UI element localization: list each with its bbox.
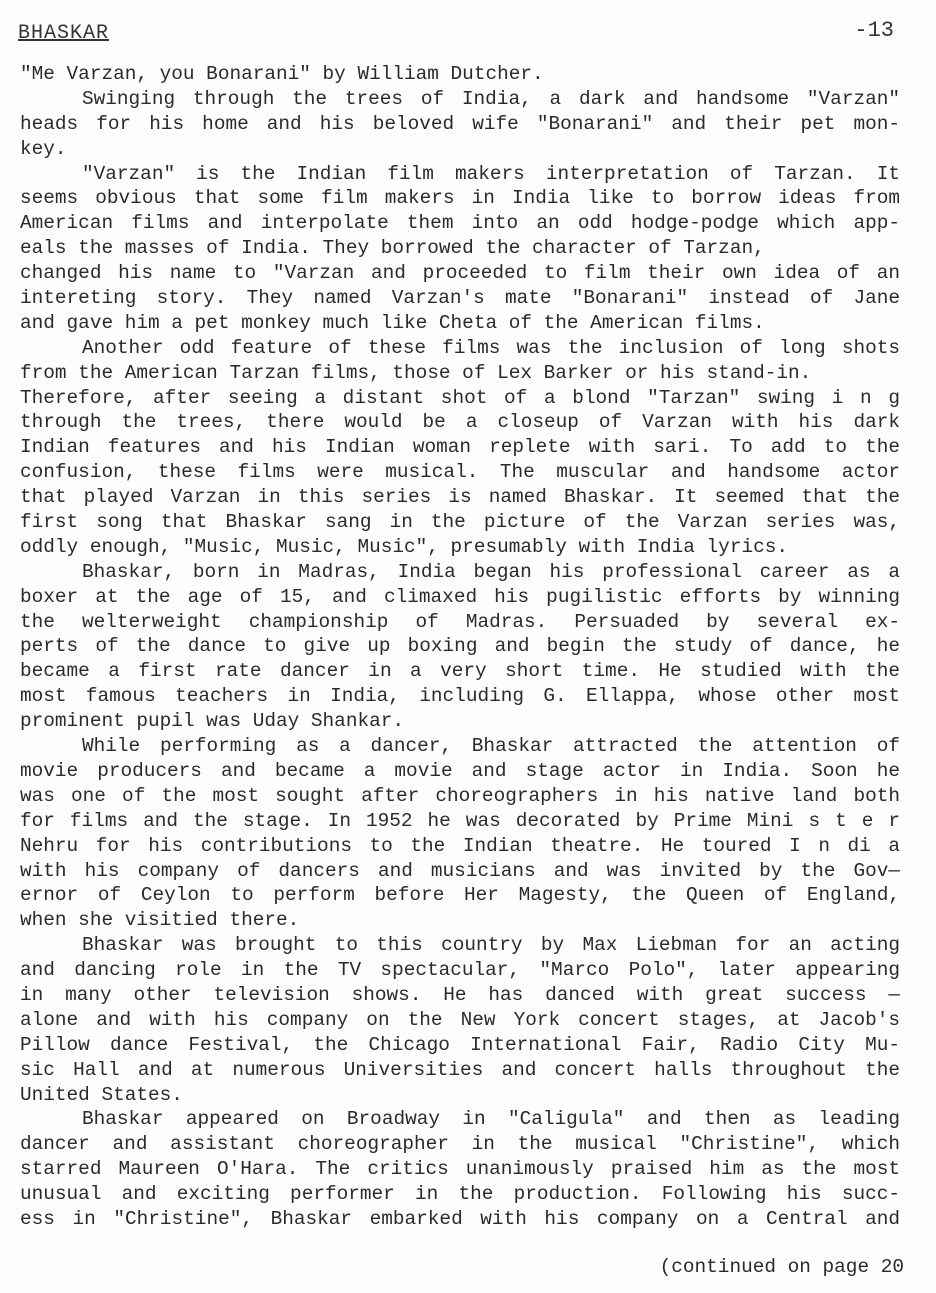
text-line: changed his name to "Varzan and proceeded to film their own idea of an bbox=[20, 262, 900, 285]
text-line: Bhaskar appeared on Broadway in "Caligula" and then as leading bbox=[82, 1108, 900, 1131]
text-line: when she visitied there. bbox=[20, 909, 300, 932]
continuation-note: (continued on page 20 bbox=[659, 1256, 904, 1278]
text-line: starred Maureen O'Hara. The critics unanimously praised him as the most bbox=[20, 1158, 900, 1181]
text-line: dancer and assistant choreographer in the musical "Christine", which bbox=[20, 1133, 900, 1156]
text-line: intereting story. They named Varzan's mate "Bonarani" instead of Jane bbox=[20, 287, 900, 310]
text-line: eals the masses of India. They borrowed the character of Tarzan, bbox=[20, 237, 765, 260]
text-line: and gave him a pet monkey much like Cheta of the American films. bbox=[20, 311, 765, 334]
text-line: oddly enough, "Music, Music, Music", presumably with India lyrics. bbox=[20, 535, 788, 558]
page-number: -13 bbox=[854, 18, 894, 43]
text-line: confusion, these films were musical. The muscular and handsome actor bbox=[20, 461, 900, 484]
text-line: that played Varzan in this series is named Bhaskar. It seemed that the bbox=[20, 486, 900, 509]
text-line: most famous teachers in India, including G. Ellappa, whose other most bbox=[20, 685, 900, 708]
text-line: the welterweight championship of Madras. Persuaded by several ex- bbox=[20, 610, 900, 633]
text-line: heads for his home and his beloved wife "Bonarani" and their pet mon- bbox=[20, 112, 900, 135]
article-body bbox=[20, 62, 900, 1232]
text-line: alone and with his company on the New York concert stages, at Jacob's bbox=[20, 1008, 900, 1031]
text-line: Bhaskar, born in Madras, India began his professional career as a bbox=[82, 560, 900, 583]
text-line: unusual and exciting performer in the production. Following his succ- bbox=[20, 1183, 900, 1206]
text-line: prominent pupil was Uday Shankar. bbox=[20, 710, 404, 733]
text-line: Therefore, after seeing a distant shot of a blond "Tarzan" swing i n g bbox=[20, 386, 900, 409]
text-line: first song that Bhaskar sang in the picture of the Varzan series was, bbox=[20, 511, 900, 534]
text-line: perts of the dance to give up boxing and begin the study of dance, he bbox=[20, 635, 900, 658]
text-line: American films and interpolate them into an odd hodge-podge which app- bbox=[20, 212, 900, 235]
text-line: Swinging through the trees of India, a dark and handsome "Varzan" bbox=[82, 87, 900, 110]
text-line: Another odd feature of these films was the inclusion of long shots bbox=[82, 336, 900, 359]
text-line: United States. bbox=[20, 1083, 183, 1106]
text-line: movie producers and became a movie and stage actor in India. Soon he bbox=[20, 759, 900, 782]
text-line: and dancing role in the TV spectacular, "Marco Polo", later appearing bbox=[20, 959, 900, 982]
text-line: ernor of Ceylon to perform before Her Magesty, the Queen of England, bbox=[20, 884, 900, 907]
text-line: seems obvious that some film makers in India like to borrow ideas from bbox=[20, 187, 900, 210]
text-line: in many other television shows. He has danced with great success — bbox=[20, 983, 900, 1006]
text-line: Nehru for his contributions to the Indian theatre. He toured I n di a bbox=[20, 834, 900, 857]
text-line: While performing as a dancer, Bhaskar attracted the attention of bbox=[82, 735, 900, 758]
text-line: sic Hall and at numerous Universities and concert halls throughout the bbox=[20, 1058, 900, 1081]
text-line: "Varzan" is the Indian film makers interpretation of Tarzan. It bbox=[82, 162, 900, 185]
section-title: BHASKAR bbox=[18, 22, 110, 45]
text-line: was one of the most sought after choreographers in his native land both bbox=[20, 784, 900, 807]
text-line: for films and the stage. In 1952 he was decorated by Prime Mini s t e r bbox=[20, 809, 900, 832]
text-line: from the American Tarzan films, those of Lex Barker or his stand-in. bbox=[20, 361, 812, 384]
text-line: through the trees, there would be a closeup of Varzan with his dark bbox=[20, 411, 900, 434]
text-line: became a first rate dancer in a very short time. He studied with the bbox=[20, 660, 900, 683]
text-line: "Me Varzan, you Bonarani" by William Dutcher. bbox=[20, 63, 544, 85]
text-line: Pillow dance Festival, the Chicago International Fair, Radio City Mu- bbox=[20, 1033, 900, 1056]
text-line: ess in "Christine", Bhaskar embarked with his company on a Central and bbox=[20, 1207, 900, 1230]
text-line: Indian features and his Indian woman replete with sari. To add to the bbox=[20, 436, 900, 459]
text-line: boxer at the age of 15, and climaxed his pugilistic efforts by winning bbox=[20, 585, 900, 608]
text-line: Bhaskar was brought to this country by Max Liebman for an acting bbox=[82, 934, 900, 957]
text-line: key. bbox=[20, 137, 67, 160]
text-line: with his company of dancers and musicians and was invited by the Gov— bbox=[20, 859, 900, 882]
